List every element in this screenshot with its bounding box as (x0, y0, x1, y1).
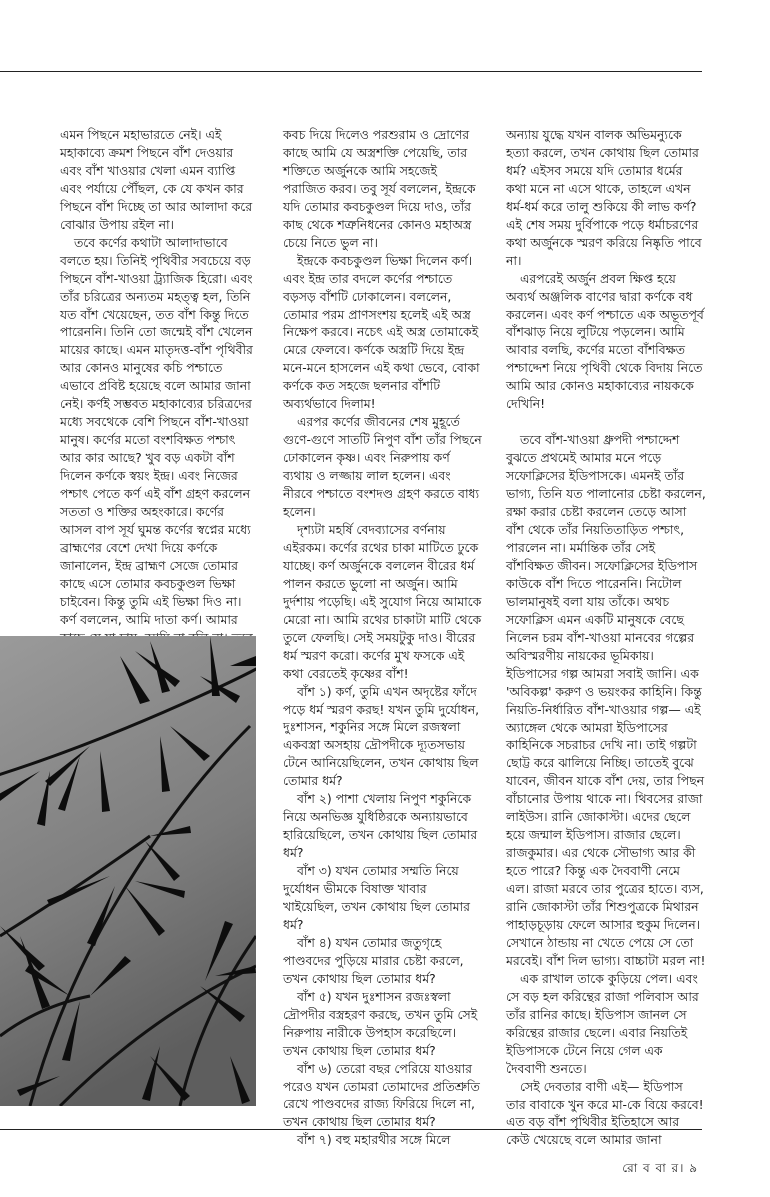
top-rule (0, 71, 702, 72)
paragraph: অন্যায় যুদ্ধে যখন বালক অভিমন্যুকে হত্যা করলে, তখন কোথায় ছিল তোমার ধর্ম? এইসব সময়ে যদি তোমার ধর্মের কথা মনে না এসে থাকে, তাহলে এখন ধর্ম-ধর্ম করে তালু শুকিয়ে কী লাভ কর্ণ? এই শেষ সময় দুর্বিপাকে পড়ে ধর্মাচরণের কথা অর্জুনকে স্মরণ করিয়ে নিষ্কৃতি পাবে না। (506, 127, 702, 268)
paragraph: তবে কর্ণের কথাটা আলাদাভাবে বলতে হয়। তিনিই পৃথিবীর সবচেয়ে বড় পিছনে বাঁশ-খাওয়া ট্র্যাজিক হিরো। এবং তাঁর চরিত্রের অন্যতম মহত্ত্ব হল, তিনি যত বাঁশ খেয়েছেন, তত বাঁশ কিন্তু দিতে পারেননি। তিনি তো জন্মেই বাঁশ খেলেন মায়ের কাছে। এমন মাতৃদত্ত-বাঁশ পৃথিবীর আর কোনও মানুষের কচি পশ্চাতে এভাবে প্রবিষ্ট হয়েছে বলে আমার জানা নেই। কর্ণই সম্ভবত মহাকাব্যের চরিত্রদের মধ্যে সবথেকে বেশি পিছনে বাঁশ-খাওয়া মানুষ। কর্ণের মতো বংশবিক্ষত পশ্চাৎ আর কার আছে? খুব বড় একটা বাঁশ দিলেন কর্ণকে স্বয়ং ইন্দ্র। এবং নিজের পশ্চাৎ পেতে কর্ণ এই বাঁশ গ্রহণ করলেন সততা ও শক্তির অহংকারে। কর্ণের আসল বাপ সূর্য ঘুমন্ত কর্ণের স্বপ্নের মধ্যে ব্রাহ্মণের বেশে দেখা দিয়ে কর্ণকে জানালেন, ইন্দ্র ব্রাহ্মণ সেজে তোমার কাছে এসে তোমার কবচকুণ্ডল ভিক্ষা চাইবেন। কিন্তু তুমি এই ভিক্ষা দিও না। কর্ণ বললেন, আমি দাতা কর্ণ। আমার (60, 234, 253, 627)
paragraph: তবে বাঁশ-খাওয়া ধ্রুপদী পশ্চাদ্দেশ বুঝতে প্রথমেই আমার মনে পড়ে সফোক্লিসের ইডিপাসকে। এমনই তাঁর ভাগ্য, তিনি যত পালানোর চেষ্টা করলেন, রক্ষা করার চেষ্টা করলেন তেড়ে আসা বাঁশ থেকে তাঁর নিয়তিতাড়িত পশ্চাৎ, পারলেন না। মর্মান্তিক তাঁর সেই বাঁশবিক্ষত জীবন। সফোক্লিসের ইডিপাস কাউকে বাঁশ দিতে পারেননি। নিটোল ভালমানুষই বলা যায় তাঁকে। অথচ সফোক্লিস এমন একটি মানুষকে বেছে নিলেন চরম বাঁশ-খাওয়া মানবের গল্পের অবিস্মরণীয় নায়কের ভূমিকায়। ইডিপাসের গল্প আমরা সবাই জানি। এক 'অবিকল্প' করুণ ও ভয়ংকর কাহিনি। কিন্তু নিয়তি-নির্ধারিত বাঁশ-খাওয়ার গল্প— এই অ্যাঙ্গেল থেকে আমরা ইডিপাসের কাহিনিকে সচরাচর দেখি না। তাই গল্পটা ছোট্ট করে ঝালিয়ে নিচ্ছি। তাতেই বুঝে যাবেন, জীবন যাকে বাঁশ দেয়, তার পিছন বাঁচানোর উপায় থাকে না। থিবসের রাজা লাইউস। রানি জোকাস্টা। এদের ছেলে হয়ে জন্মাল ইডিপাস। রাজার ছেলে। রাজকুমার। এর থেকে সৌভাগ্য আর কী হতে পারে? কিন্তু এক দৈববাণী নেমে এল। রাজা মরবে তার পুত্রের হাতে। ব্যস, রানি জোকাস্টা তাঁর শিশুপুত্রকে মিথারন পাহাড়চূড়ায় ফেলে আসার হুকুম দিলেন। সেখানে ঠান্ডায় না খেতে পেয়ে সে তো মরবেই। বাঁশ দিল ভাগ্য। বাচ্চাটা মরল না! (506, 432, 706, 968)
column-1 (60, 126, 256, 647)
paragraph: বাঁশ ১) কর্ণ, তুমি এখন অদৃষ্টের ফাঁদে পড়ে ধর্ম স্মরণ করছ! যখন তুমি দুর্যোধন, দুঃশাসন, শকুনির সঙ্গে মিলে রজস্বলা একবস্ত্রা অসহায় দ্রৌপদীকে দ্যূতসভায় টেনে আনিয়েছিলেন, তখন কোথায় ছিল তোমার ধর্ম? (283, 683, 480, 789)
paragraph: এমন পিছনে মহাভারতে নেই। এই মহাকাব্যে ক্রমশ পিছনে বাঁশ দেওয়ার এবং বাঁশ খাওয়ার খেলা এমন ব্যাপ্তি এবং পর্যায়ে পৌঁছল, কে যে কখন কার পিছনে বাঁশ দিচ্ছে তা আর আলাদা করে বোঝার উপায় রইল না। (60, 127, 253, 232)
paragraph: বাঁশ ৬) তেরো বছর পেরিয়ে যাওয়ার পরেও যখন তোমরা তোমাদের প্রতিশ্রুতি রেখে পাণ্ডবদের রাজ্য ফিরিয়ে দিলে না, তখন কোথায় ছিল তোমার ধর্ম? (283, 1060, 480, 1130)
paragraph: ইন্দ্রকে কবচকুণ্ডল ভিক্ষা দিলেন কর্ণ। এবং ইন্দ্র তার বদলে কর্ণের পশ্চাতে বড়সড় বাঁশটি ঢোকালেন। বললেন, তোমার পরম প্রাণসংশয় হলেই এই অস্ত্র নিক্ষেপ করবে। নচেৎ এই অস্ত্র তোমাকেই মেরে ফেলবে। কর্ণকে অস্ত্রটি দিয়ে ইন্দ্র মনে-মনে হাসলেন এই কথা ভেবে, বোকা কর্ণকে কত সহজে ছলনার বাঁশটি অব্যর্থভাবে দিলাম! (283, 252, 480, 412)
paragraph: কবচ দিয়ে দিলেও পরশুরাম ও দ্রোণের কাছে আমি যে অস্ত্রশক্তি পেয়েছি, তার শক্তিতে অর্জুনকে আমি সহজেই পরাজিত করব। তবু সূর্য বললেন, ইন্দ্রকে যদি তোমার কবচকুণ্ডল দিয়ে দাও, তাঁর কাছ থেকে শত্রুনিধনের কোনও মহাঅস্ত্র চেয়ে নিতে ভুল না। (283, 127, 476, 250)
paragraph: বাঁশ ৫) যখন দুঃশাসন রজঃস্বলা দ্রৌপদীর বস্ত্রহরণ করছে, তখন তুমি সেই নিরুপায় নারীকে উপহাস করেছিলে। তখন কোথায় ছিল তোমার ধর্ম? (283, 988, 478, 1058)
paragraph: বাঁশ ৩) যখন তোমার সম্মতি নিয়ে দুর্যোধন ভীমকে বিষাক্ত খাবার খাইয়েছিল, তখন কোথায় ছিল তোমার ধর্ম? (283, 863, 470, 932)
paragraph: সেই দেবতার বাণী এই— ইডিপাস তার বাবাকে খুন করে মা-কে বিয়ে করবে! এত বড় বাঁশ পৃথিবীর ইতিহাসে আর কেউ খেয়েছে বলে আমার জানা (506, 1078, 704, 1148)
column-3 (506, 126, 706, 1149)
paragraph: বাঁশ ২) পাশা খেলায় নিপুণ শকুনিকে নিয়ে অনভিজ্ঞ যুধিষ্ঠিরকে অন্যায়ভাবে হারিয়েছিলে, তখন কোথায় ছিল তোমার ধর্ম? (283, 791, 478, 861)
paragraph: দৃশ্যটা মহর্ষি বেদব্যাসের বর্ণনায় এইরকম। কর্ণের রথের চাকা মাটিতে ঢুকে যাচ্ছে। কর্ণ অর্জুনকে বললেন বীরের ধর্ম পালন করতে ভুলো না অর্জুন। আমি দুর্দশায় পড়েছি। এই সুযোগ নিয়ে আমাকে মেরো না। আমি রথের চাকাটা মাটি থেকে তুলে ফেলছি। সেই সময়টুকু দাও। বীরের ধর্ম স্মরণ করো। কর্ণের মুখ ফসকে এই কথা বেরতেই কৃষ্ণের বাঁশ! (283, 521, 482, 681)
paragraph: এরপর কর্ণের জীবনের শেষ মুহূর্তে গুণে-গুণে সাতটি নিপুণ বাঁশ তাঁর পিছনে ঢোকালেন কৃষ্ণ। এবং নিরুপায় কর্ণ ব্যথায় ও লজ্জায় লাল হলেন। এবং নীরবে পশ্চাতে বংশদণ্ড গ্রহণ করতে বাধ্য হলেন। (283, 414, 482, 520)
bamboo-leaves-icon (0, 636, 256, 1106)
bottom-rule (0, 1129, 702, 1130)
column-2 (283, 126, 483, 1149)
paragraph: এরপরেই অর্জুন প্রবল ক্ষিপ্ত হয়ে অব্যর্থ অঞ্জলিক বাণের দ্বারা কর্ণকে বধ করলেন। এবং কর্ণ পশ্চাতে এক অভূতপূর্ব বাঁশঝাড় নিয়ে লুটিয়ে পড়লেন। আমি আবার বলছি, কর্ণের মতো বাঁশবিক্ষত পশ্চাদ্দেশ নিয়ে পৃথিবী থেকে বিদায় নিতে আমি আর কোনও মহাকাব্যের নায়ককে দেখিনি! (506, 270, 704, 412)
bamboo-photo (0, 636, 256, 1106)
page-folio: রো ব বা র। ৯ (622, 1161, 698, 1175)
paragraph: বাঁশ ৭) বহু মহারথীর সঙ্গে মিলে (297, 1132, 451, 1148)
paragraph: এক রাখাল তাকে কুড়িয়ে পেল। এবং সে বড় হল করিন্থের রাজা পলিবাস আর তাঁর রানির কাছে। ইডিপাস জানল সে করিন্থের রাজার ছেলে। এবার নিয়তিই ইডিপাসকে টেনে নিয়ে গেল এক দৈববাণী শুনতে। (506, 970, 699, 1076)
paragraph: বাঁশ ৪) যখন তোমার জতুগৃহে পাণ্ডবদের পুড়িয়ে মারার চেষ্টা করলে, তখন কোথায় ছিল তোমার ধর্ম? (283, 934, 464, 986)
